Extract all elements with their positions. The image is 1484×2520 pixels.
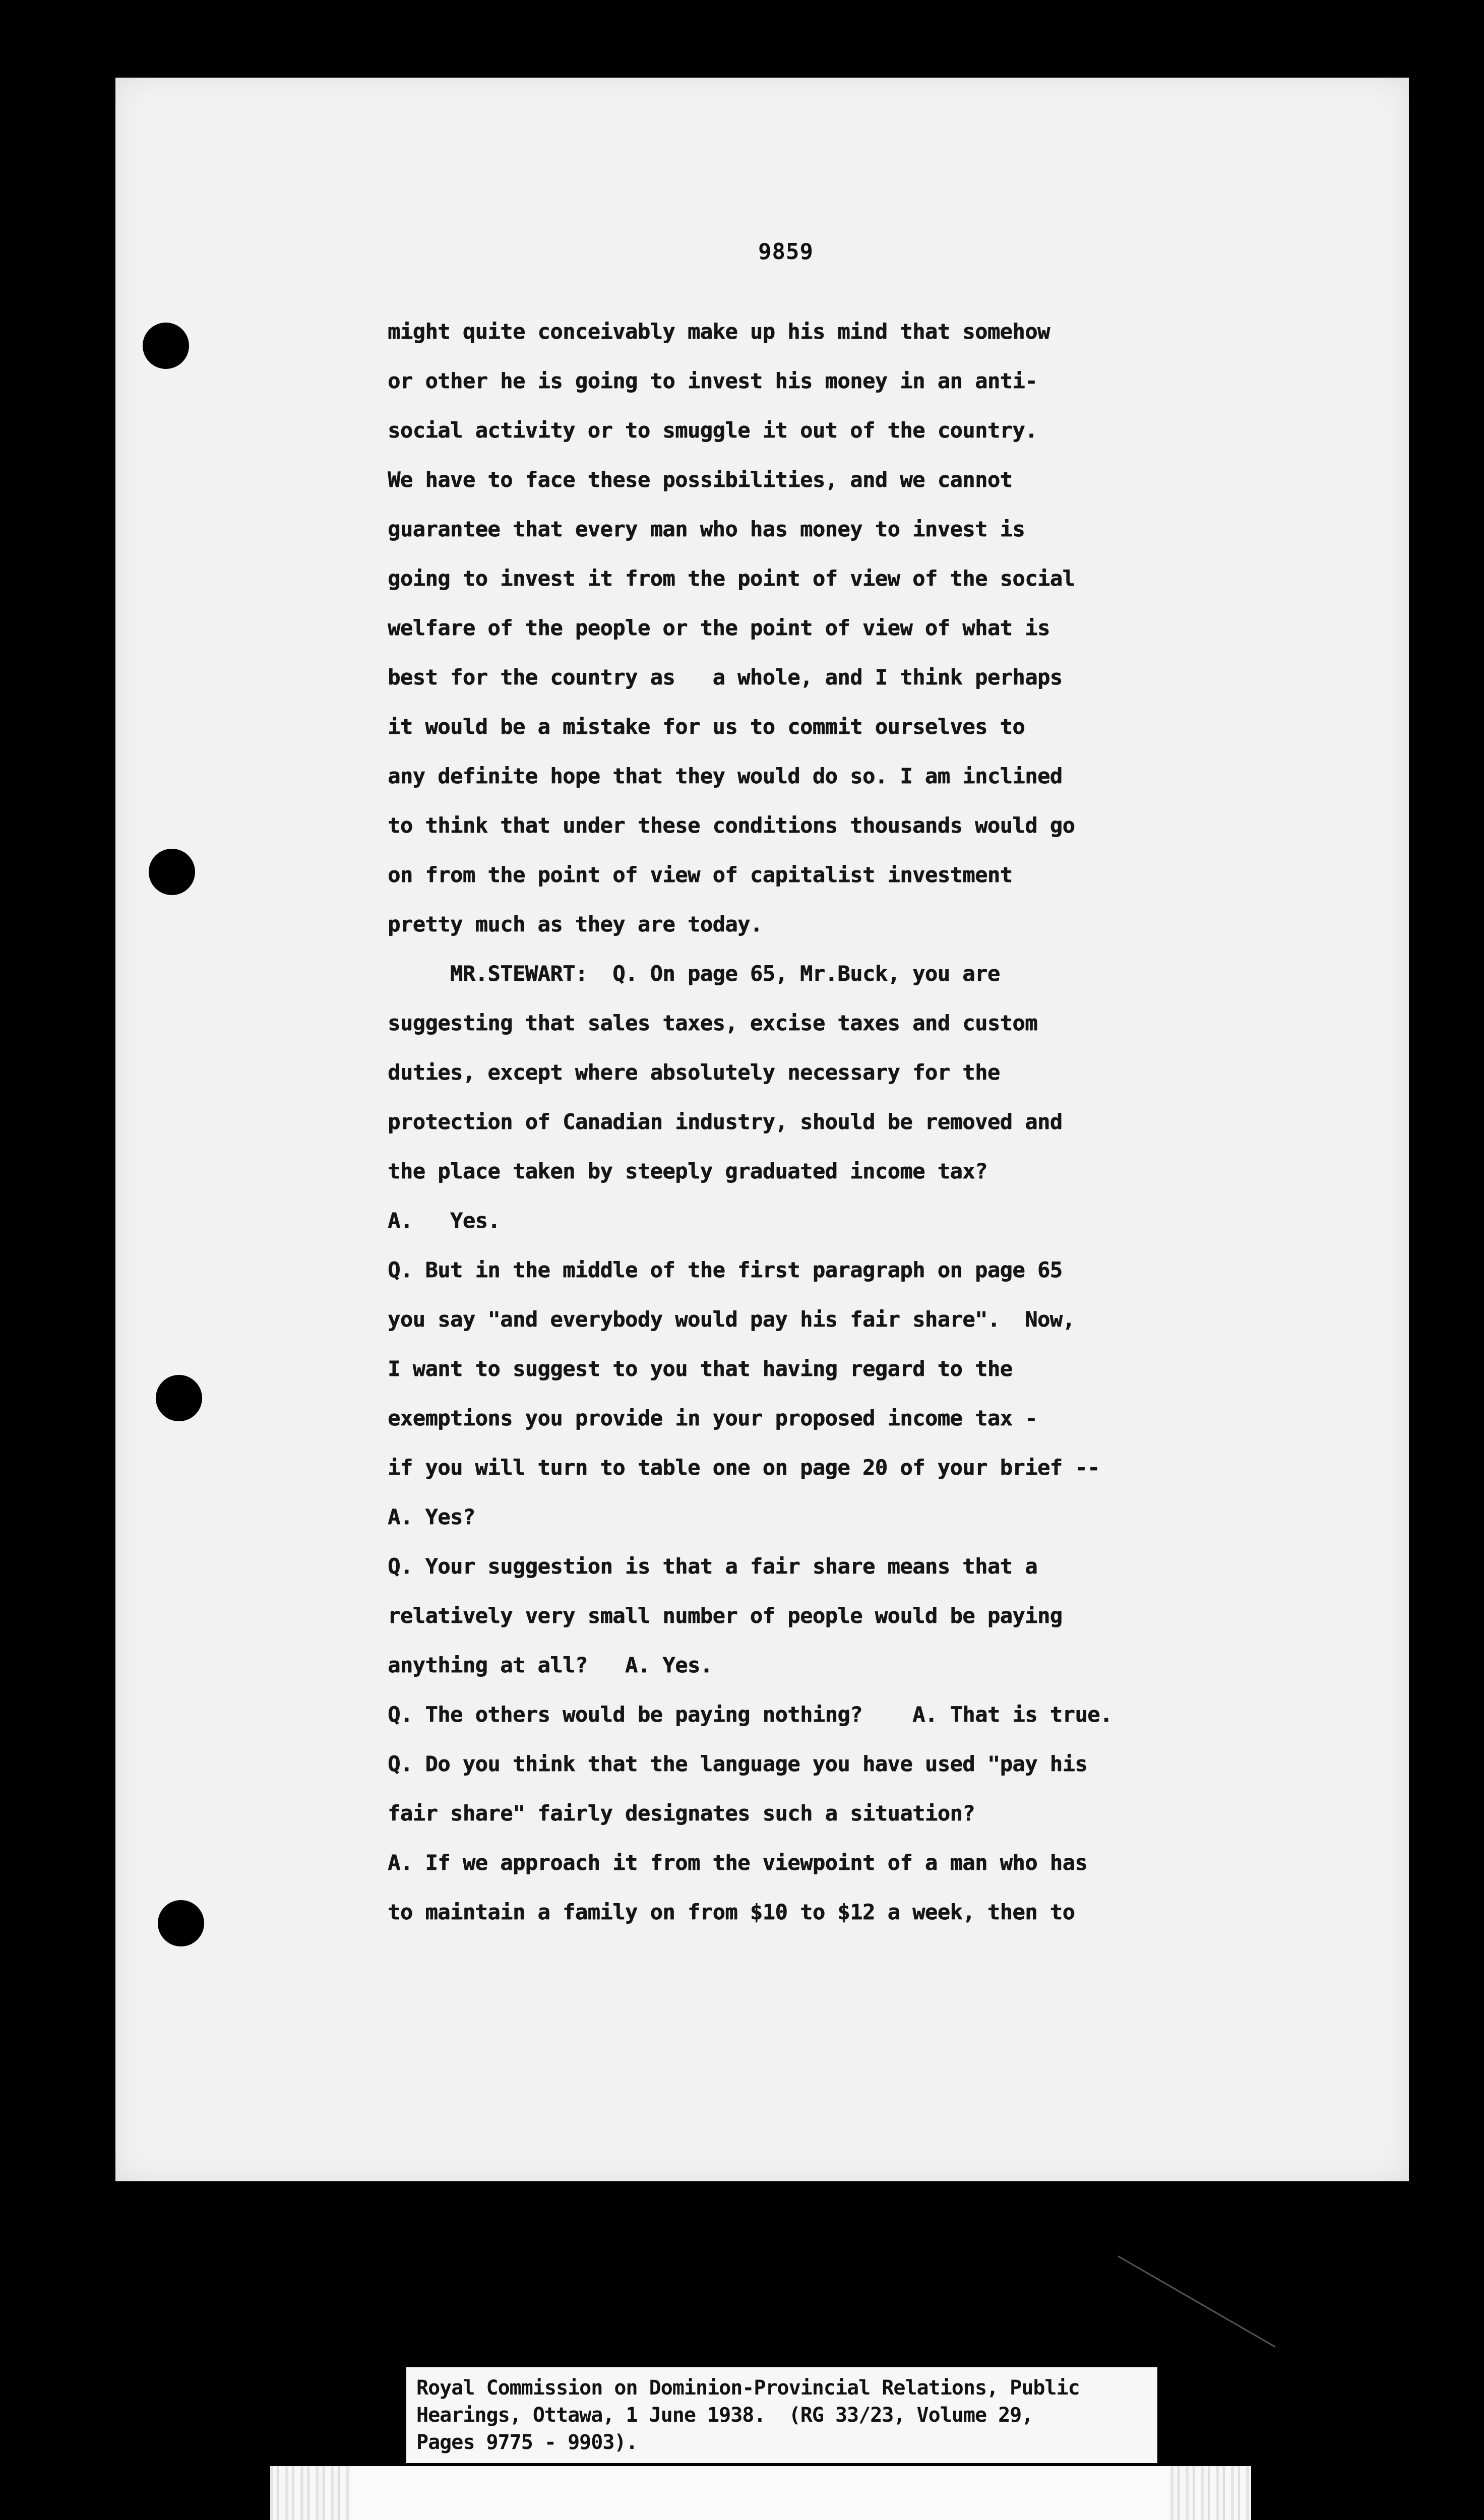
transcript-line: to think that under these conditions thousands would go: [388, 813, 1075, 838]
transcript-line: any definite hope that they would do so. I am inclined: [388, 764, 1063, 788]
transcript-line: duties, except where absolutely necessary for the: [388, 1060, 1000, 1085]
stamp-edge-left: [270, 2466, 351, 2520]
transcript-line: if you will turn to table one on page 20 of your brief --: [388, 1455, 1100, 1480]
transcript-line: on from the point of view of capitalist investment: [388, 862, 1013, 887]
transcript-line: Q. Do you think that the language you have used "pay his: [388, 1751, 1088, 1776]
archive-label-line: Pages 9775 - 9903).: [416, 2431, 638, 2454]
transcript-line: exemptions you provide in your proposed income tax -: [388, 1406, 1037, 1430]
archive-reference-label: [406, 2367, 1157, 2463]
transcript-line: to maintain a family on from $10 to $12 a week, then to: [388, 1900, 1075, 1924]
archive-label-line: Royal Commission on Dominion-Provincial Relations, Public: [416, 2376, 1080, 2400]
public-archives-stamp: [270, 2466, 1251, 2520]
transcript-line: Q. The others would be paying nothing? A. That is true.: [388, 1702, 1112, 1727]
punch-hole-lower-middle: [156, 1375, 202, 1421]
transcript-line: MR.STEWART: Q. On page 65, Mr.Buck, you are: [388, 961, 1000, 986]
transcript-line: the place taken by steeply graduated income tax?: [388, 1159, 987, 1183]
transcript-line: best for the country as a whole, and I think perhaps: [388, 665, 1063, 689]
film-scratch: [1118, 2255, 1275, 2348]
punch-hole-bottom: [158, 1900, 204, 1946]
transcript-line: I want to suggest to you that having regard to the: [388, 1356, 1013, 1381]
transcript-line: welfare of the people or the point of view of what is: [388, 615, 1050, 640]
transcript-line: going to invest it from the point of view of the social: [388, 566, 1075, 591]
archive-label-line: Hearings, Ottawa, 1 June 1938. (RG 33/23, Volume 29,: [416, 2404, 1033, 2427]
transcript-line: social activity or to smuggle it out of the country.: [388, 418, 1037, 443]
transcript-body: [388, 307, 1386, 1937]
transcript-line: pretty much as they are today.: [388, 912, 763, 936]
transcript-line: guarantee that every man who has money to invest is: [388, 517, 1025, 541]
transcript-line: A. Yes.: [388, 1208, 501, 1233]
punch-hole-upper-middle: [149, 849, 195, 895]
stamp-edge-right: [1170, 2466, 1251, 2520]
transcript-line: suggesting that sales taxes, excise taxes and custom: [388, 1011, 1037, 1035]
transcript-line: A. Yes?: [388, 1504, 475, 1529]
transcript-line: or other he is going to invest his money in an anti-: [388, 368, 1037, 393]
transcript-line: anything at all? A. Yes.: [388, 1653, 713, 1677]
transcript-line: you say "and everybody would pay his fair share". Now,: [388, 1307, 1075, 1332]
transcript-line: Q. Your suggestion is that a fair share means that a: [388, 1554, 1037, 1579]
transcript-line: might quite conceivably make up his mind that somehow: [388, 319, 1050, 344]
punch-hole-top: [143, 323, 189, 369]
page-number: 9859: [758, 239, 814, 265]
document-page: [115, 78, 1409, 2181]
transcript-line: We have to face these possibilities, and we cannot: [388, 467, 1013, 492]
transcript-line: fair share" fairly designates such a situation?: [388, 1801, 975, 1825]
transcript-line: Q. But in the middle of the first paragraph on page 65: [388, 1257, 1063, 1282]
transcript-line: it would be a mistake for us to commit ourselves to: [388, 714, 1025, 739]
transcript-line: A. If we approach it from the viewpoint of a man who has: [388, 1850, 1088, 1875]
transcript-line: relatively very small number of people would be paying: [388, 1603, 1063, 1628]
transcript-line: protection of Canadian industry, should be removed and: [388, 1109, 1063, 1134]
